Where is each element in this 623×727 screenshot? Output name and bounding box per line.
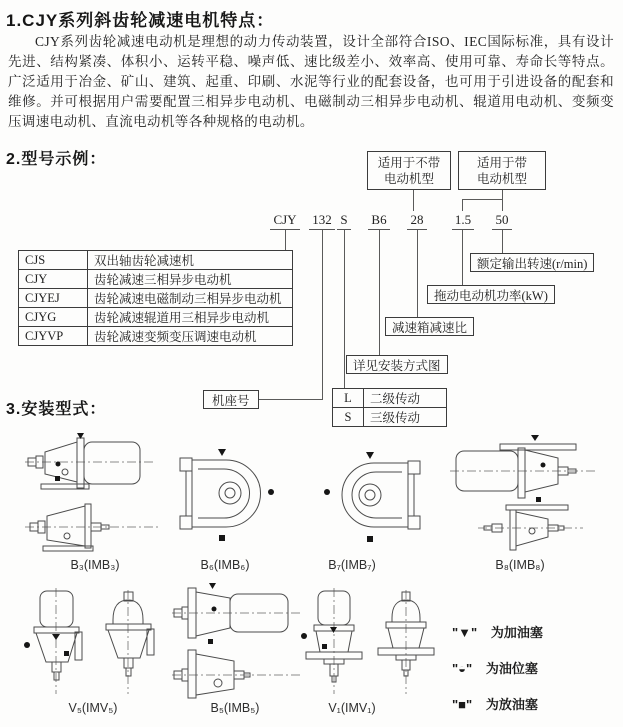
connector-line	[417, 230, 418, 318]
caption-v5: V₅(IMV₅)	[68, 701, 118, 715]
label-mounting-diagram: 详见安装方式图	[346, 355, 448, 374]
box-with-motor-line2: 电动机型	[476, 171, 527, 186]
table-row	[19, 308, 293, 327]
legend-label: 为放油塞	[485, 697, 538, 712]
mounting-b3-drawing	[25, 432, 165, 554]
stage-code-cell: L	[333, 389, 364, 408]
section1-title: 1.CJY系列斜齿轮减速电机特点：	[6, 11, 275, 30]
model-code-part-50: 50	[492, 212, 512, 230]
connector-line	[462, 199, 463, 211]
section3-title: 3.安装型式：	[6, 401, 107, 418]
box-with-motor-type	[458, 151, 546, 190]
connector-line	[344, 230, 345, 388]
label-reduction-ratio: 减速箱减速比	[385, 317, 474, 336]
connector-line	[462, 230, 463, 285]
section2-title: 2.型号示例：	[6, 151, 107, 168]
table-row	[19, 289, 293, 308]
box-without-motor-type	[367, 151, 451, 190]
mounting-v5-drawing	[20, 588, 165, 698]
stage-code-cell: S	[333, 408, 364, 427]
caption-b5: B₅(IMB₅)	[210, 701, 260, 715]
mounting-b8-drawing	[448, 435, 613, 555]
connector-line	[462, 199, 503, 200]
mounting-b7-drawing	[318, 452, 433, 544]
mounting-b6-drawing	[168, 448, 280, 544]
model-desc-cell: 双出轴齿轮减速机	[88, 251, 293, 270]
box-without-motor-line1: 适用于不带	[377, 155, 441, 170]
caption-b8: B₈(IMB₈)	[495, 558, 545, 572]
model-code-part-b6: B6	[368, 212, 390, 230]
model-code-part-cjy: CJY	[270, 212, 300, 230]
legend-row-drain-plug	[452, 694, 538, 713]
model-code-cell: CJYG	[19, 308, 88, 327]
connector-line	[502, 230, 503, 253]
model-desc-cell: 齿轮减速电磁制动三相异步电动机	[88, 289, 293, 308]
legend-label: 为加油塞	[490, 625, 543, 640]
model-code-cell: CJS	[19, 251, 88, 270]
table-row	[333, 389, 447, 408]
model-code-part-1-5: 1.5	[452, 212, 474, 230]
caption-b6: B₆(IMB₆)	[200, 558, 250, 572]
model-code-cell: CJYVP	[19, 327, 88, 346]
connector-line	[322, 230, 323, 400]
stage-table	[332, 388, 447, 427]
legend-label: 为油位塞	[485, 661, 538, 676]
label-frame-size: 机座号	[203, 390, 259, 409]
connector-line	[502, 190, 503, 211]
model-desc-cell: 齿轮减速变频变压调速电动机	[88, 327, 293, 346]
caption-b7: B₇(IMB₇)	[328, 558, 376, 572]
caption-b3: B₃(IMB₃)	[70, 558, 120, 572]
box-without-motor-line2: 电动机型	[383, 171, 434, 186]
connector-line	[413, 190, 414, 211]
stage-desc-cell: 三级传动	[364, 408, 447, 427]
stage-desc-cell: 二级传动	[364, 389, 447, 408]
legend-row-fill-plug	[452, 622, 543, 641]
model-code-cell: CJYEJ	[19, 289, 88, 308]
intro-paragraph: CJY系列齿轮减速电动机是理想的动力传动装置，设计全部符合ISO、IEC国际标准，具有设计先进、结构紧凑、体积小、运转平稳、噪声低、速比级差小、效率高、使用可靠、寿命长等特点。广泛适用于冶金、矿山、建筑、起重、印刷、水泥等行业的配套设备，也可用于引进设备的配套和维修。并可根据用户需要配置三相异步电动机、电磁制动三相异步电动机、辊道用电动机、变频变压调速电动机、直流电动机等各种规格的电动机。	[8, 34, 614, 129]
label-motor-power: 拖动电动机功率(kW)	[427, 285, 555, 304]
table-row	[333, 408, 447, 427]
oil-drain-plug-icon: "■"	[452, 697, 473, 712]
legend-row-level-plug	[452, 658, 538, 677]
table-row	[19, 270, 293, 289]
mounting-b5-drawing	[172, 582, 307, 702]
mounting-v1-drawing	[298, 588, 438, 698]
model-code-part-28: 28	[407, 212, 427, 230]
connector-line	[258, 399, 322, 400]
model-code-part-132: 132	[309, 212, 335, 230]
box-with-motor-line1: 适用于带	[476, 155, 527, 170]
connector-line	[379, 230, 380, 356]
caption-v1: V₁(IMV₁)	[328, 701, 376, 715]
table-row	[19, 251, 293, 270]
oil-level-plug-icon: "◒"	[452, 661, 473, 676]
model-code-cell: CJY	[19, 270, 88, 289]
model-prefix-table	[18, 250, 293, 346]
table-row	[19, 327, 293, 346]
model-code-part-s: S	[337, 212, 351, 230]
oil-fill-plug-icon: "▼"	[452, 625, 478, 640]
label-rated-output-speed: 额定输出转速(r/min)	[470, 253, 594, 272]
model-desc-cell: 齿轮减速三相异步电动机	[88, 270, 293, 289]
model-desc-cell: 齿轮减速辊道用三相异步电动机	[88, 308, 293, 327]
